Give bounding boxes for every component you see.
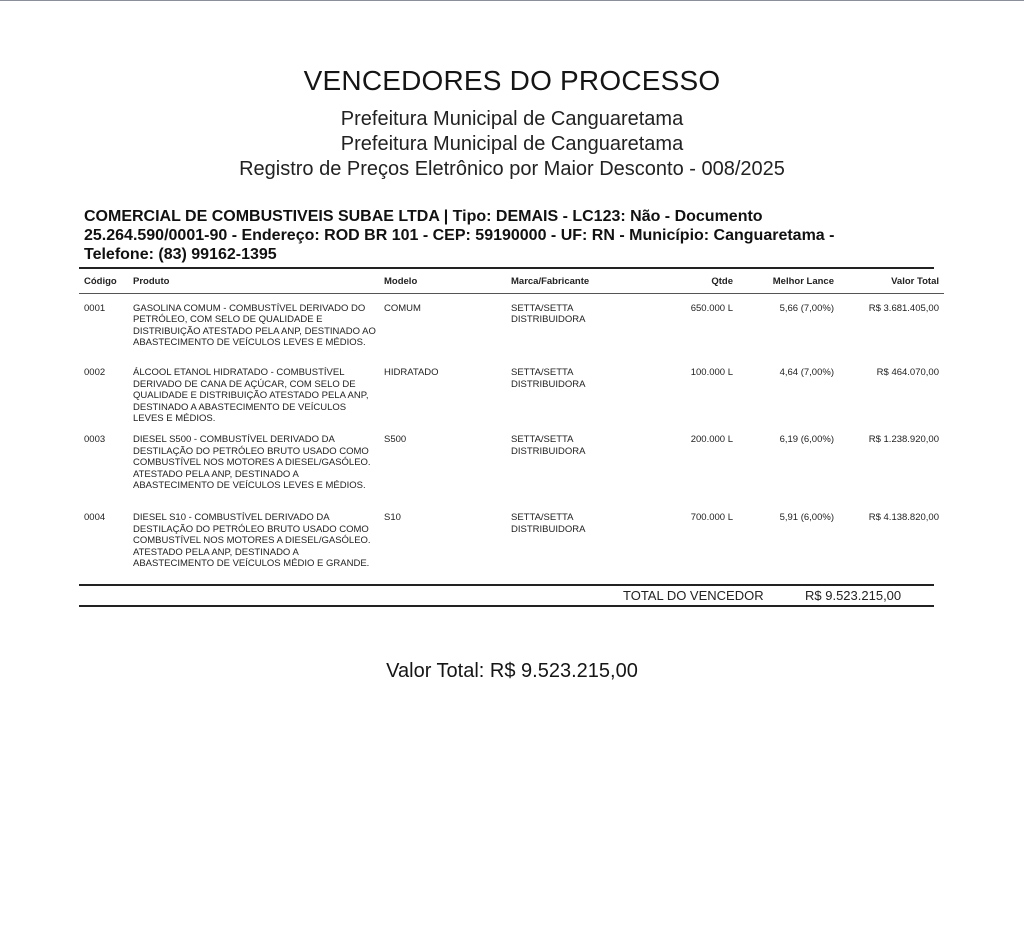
cell-product: DIESEL S10 - COMBUSTÍVEL DERIVADO DA DESTILAÇÃO DO PETRÓLEO BRUTO USADO COMO COMBUSTÍVEL NOS MOTORES A DIESEL/GASÓLEO. ATESTADO PELA ANP, DESTINADO A ABASTECIMENTO DE VEÍCULOS MÉDIO E GRANDE.: [133, 512, 371, 569]
cell-brand: SETTA/SETTA DISTRIBUIDORA: [511, 434, 586, 457]
cell-product: GASOLINA COMUM - COMBUSTÍVEL DERIVADO DO PETRÓLEO, COM SELO DE QUALIDADE E DISTRIBUIÇÃO ATESTADO PELA ANP, DESTINADO AO ABASTECIMENTO DE VEÍCULOS LEVES E MÉDIOS.: [133, 302, 376, 348]
col-header-brand: Marca/Fabricante: [511, 269, 631, 293]
cell-total: R$ 3.681.405,00: [868, 302, 939, 314]
cell-brand: SETTA/SETTA DISTRIBUIDORA: [511, 302, 586, 325]
cell-brand: SETTA/SETTA DISTRIBUIDORA: [511, 367, 586, 390]
cell-brand: SETTA/SETTA DISTRIBUIDORA: [511, 512, 586, 535]
table-bottom-rule: [79, 605, 934, 607]
cell-code: 0003: [84, 434, 106, 445]
items-table: [79, 269, 944, 584]
vendor-total-label: TOTAL DO VENCEDOR: [623, 588, 764, 603]
cell-qty: 700.000 L: [690, 512, 733, 523]
vendor-line-name: COMERCIAL DE COMBUSTIVEIS SUBAE LTDA | Tipo: DEMAIS - LC123: Não - Documento: [84, 208, 763, 225]
col-header-best-bid: Melhor Lance: [733, 269, 834, 293]
cell-model: COMUM: [384, 302, 421, 314]
page-title: VENCEDORES DO PROCESSO: [303, 65, 721, 96]
cell-model: S500: [384, 434, 407, 445]
cell-model: HIDRATADO: [384, 367, 439, 378]
subtitle-municipality-repeat: Prefeitura Municipal de Canguaretama: [340, 133, 684, 155]
cell-best-bid: 5,91 (6,00%): [779, 512, 834, 523]
cell-total: R$ 1.238.920,00: [868, 434, 939, 445]
table-header-row: [79, 269, 944, 293]
cell-total: R$ 4.138.820,00: [868, 512, 939, 523]
col-header-qty: Qtde: [631, 269, 733, 293]
table-row: [79, 293, 944, 359]
cell-product: ÁLCOOL ETANOL HIDRATADO - COMBUSTÍVEL DERIVADO DE CANA DE AÇÚCAR, COM SELO DE QUALIDADE E DISTRIBUIÇÃO ATESTADO PELA ANP, DESTINADO A ABASTECIMENTO DE VEÍCULOS LEVES E MÉDIOS.: [133, 367, 369, 424]
cell-qty: 650.000 L: [690, 302, 733, 314]
table-row: [79, 504, 944, 584]
vendor-total-row: [79, 584, 934, 605]
cell-code: 0002: [84, 367, 106, 378]
cell-model: S10: [384, 512, 401, 523]
col-header-code: Código: [79, 269, 133, 293]
vendor-line-address: 25.264.590/0001-90 - Endereço: ROD BR 101 - CEP: 59190000 - UF: RN - Município: Canguaretama -: [84, 227, 835, 244]
table-row: [79, 426, 944, 504]
col-header-product: Produto: [133, 269, 384, 293]
subtitle-process: Registro de Preços Eletrônico por Maior Desconto - 008/2025: [239, 158, 785, 180]
col-header-total: Valor Total: [834, 269, 944, 293]
items-table-section: [79, 267, 939, 607]
cell-product: DIESEL S500 - COMBUSTÍVEL DERIVADO DA DESTILAÇÃO DO PETRÓLEO BRUTO USADO COMO COMBUSTÍVEL NOS MOTORES A DIESEL/GASÓLEO. ATESTADO PELA ANP, DESTINADO A ABASTECIMENTO DE VEÍCULOS LEVES E MÉDIOS.: [133, 434, 371, 491]
cell-total: R$ 464.070,00: [876, 367, 939, 378]
cell-best-bid: 6,19 (6,00%): [779, 434, 834, 445]
cell-qty: 100.000 L: [690, 367, 733, 378]
subtitle-municipality: Prefeitura Municipal de Canguaretama: [340, 108, 684, 130]
vendor-total-value: R$ 9.523.215,00: [805, 588, 902, 603]
cell-code: 0001: [84, 302, 106, 314]
vendor-line-phone: Telefone: (83) 99162-1395: [84, 246, 277, 263]
vendor-info: [84, 207, 944, 264]
cell-best-bid: 5,66 (7,00%): [779, 302, 834, 314]
table-row: [79, 359, 944, 426]
col-header-model: Modelo: [384, 269, 511, 293]
cell-best-bid: 4,64 (7,00%): [779, 367, 834, 378]
cell-qty: 200.000 L: [690, 434, 733, 445]
grand-total: Valor Total: R$ 9.523.215,00: [386, 660, 638, 682]
cell-code: 0004: [84, 512, 106, 523]
